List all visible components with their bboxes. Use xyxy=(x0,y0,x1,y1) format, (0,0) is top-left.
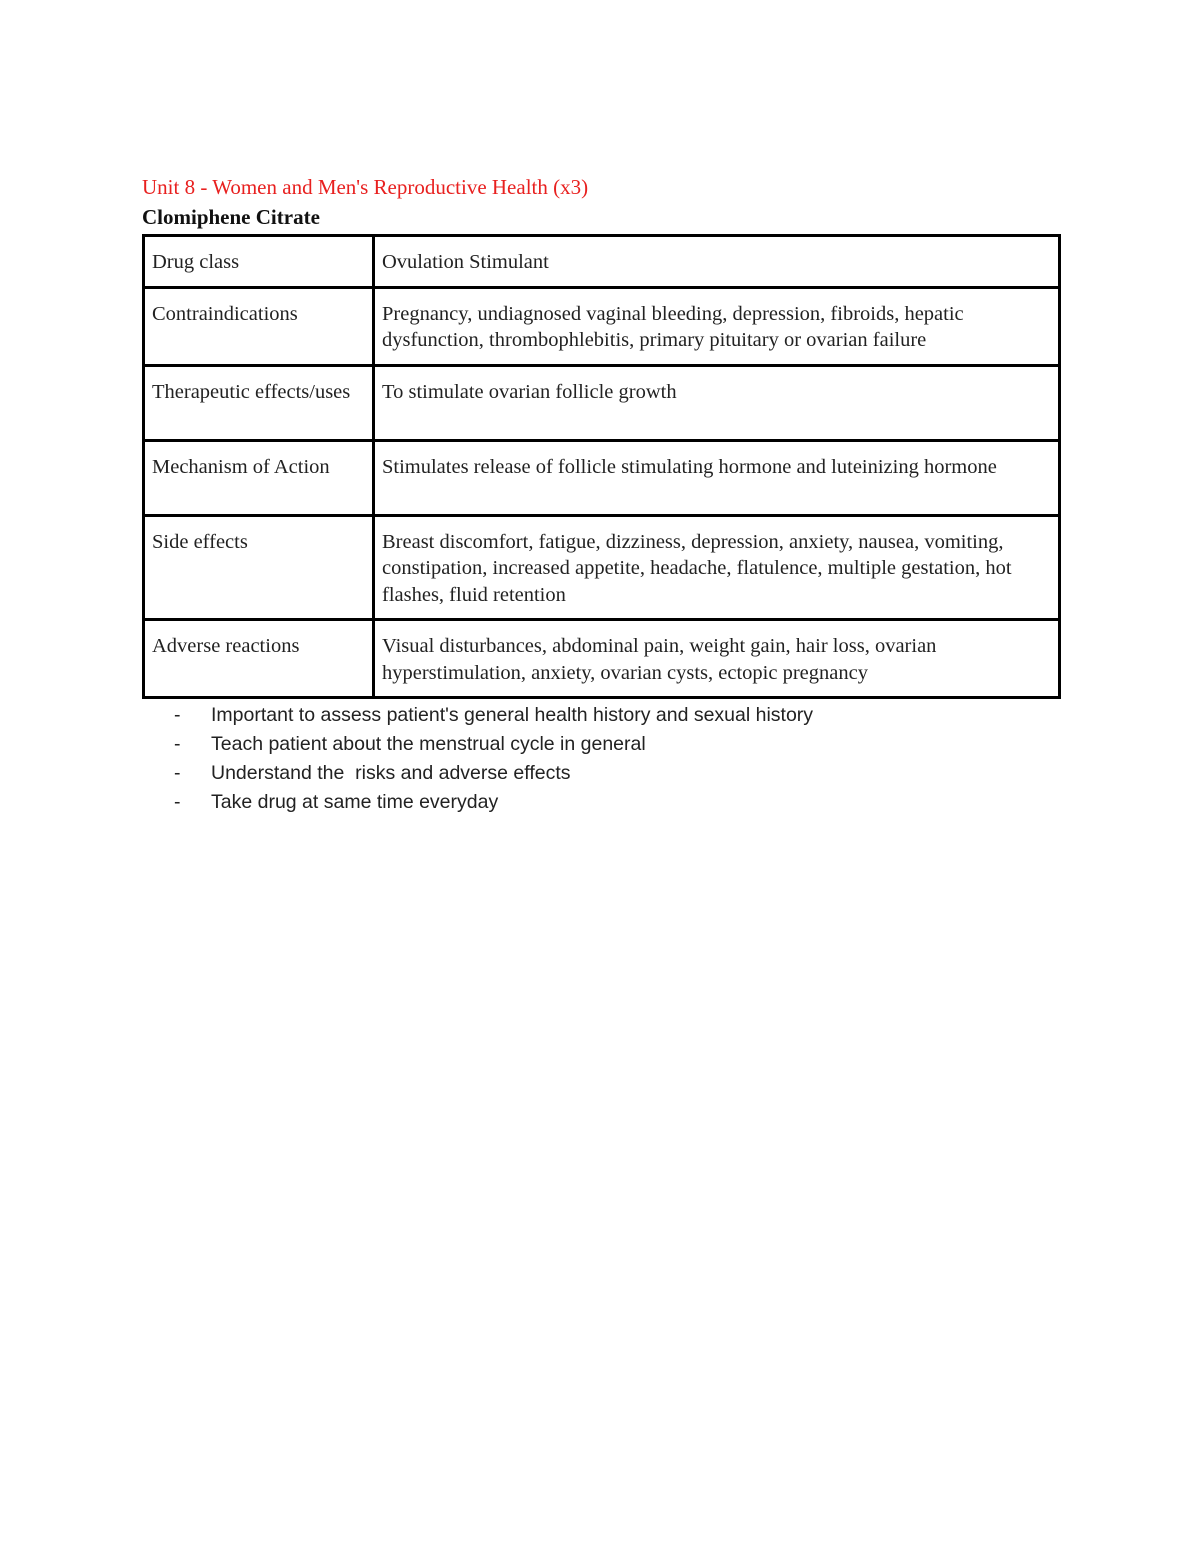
note-text: Teach patient about the menstrual cycle in general xyxy=(211,733,646,755)
table-row xyxy=(144,620,1060,698)
row-value-side-effects: Breast discomfort, fatigue, dizziness, depression, anxiety, nausea, vomiting, constipation, increased appetite, headache, flatulence, multiple gestation, hot flashes, fluid retention xyxy=(374,515,1060,620)
bullet-dash: - xyxy=(174,733,181,755)
table-row xyxy=(144,287,1060,365)
table-row xyxy=(144,440,1060,515)
bullet-dash: - xyxy=(174,704,181,726)
list-item xyxy=(174,759,1061,788)
row-label-side-effects: Side effects xyxy=(144,515,374,620)
table-row xyxy=(144,515,1060,620)
note-text: Take drug at same time everyday xyxy=(211,791,499,813)
row-value-drug-class: Ovulation Stimulant xyxy=(374,236,1060,288)
unit-title: Unit 8 - Women and Men's Reproductive Health (x3) xyxy=(142,175,589,199)
drug-info-table xyxy=(142,234,1061,699)
table-row xyxy=(144,236,1060,288)
list-item xyxy=(174,730,1061,759)
note-text: Understand the risks and adverse effects xyxy=(211,762,571,784)
row-label-drug-class: Drug class xyxy=(144,236,374,288)
row-value-mechanism-of-action: Stimulates release of follicle stimulating hormone and luteinizing hormone xyxy=(374,440,1060,515)
notes-list xyxy=(142,701,1061,817)
document-page xyxy=(142,172,1061,817)
row-value-contraindications: Pregnancy, undiagnosed vaginal bleeding, depression, fibroids, hepatic dysfunction, thrombophlebitis, primary pituitary or ovarian failure xyxy=(374,287,1060,365)
row-label-adverse-reactions: Adverse reactions xyxy=(144,620,374,698)
table-row xyxy=(144,365,1060,440)
row-value-therapeutic-effects: To stimulate ovarian follicle growth xyxy=(374,365,1060,440)
list-item xyxy=(174,701,1061,730)
bullet-dash: - xyxy=(174,762,181,784)
row-label-contraindications: Contraindications xyxy=(144,287,374,365)
drug-name-heading: Clomiphene Citrate xyxy=(142,205,320,229)
list-item xyxy=(174,788,1061,817)
bullet-dash: - xyxy=(174,791,181,813)
row-label-therapeutic-effects: Therapeutic effects/uses xyxy=(144,365,374,440)
row-label-mechanism-of-action: Mechanism of Action xyxy=(144,440,374,515)
row-value-adverse-reactions: Visual disturbances, abdominal pain, weight gain, hair loss, ovarian hyperstimulation, anxiety, ovarian cysts, ectopic pregnancy xyxy=(374,620,1060,698)
note-text: Important to assess patient's general health history and sexual history xyxy=(211,704,814,726)
